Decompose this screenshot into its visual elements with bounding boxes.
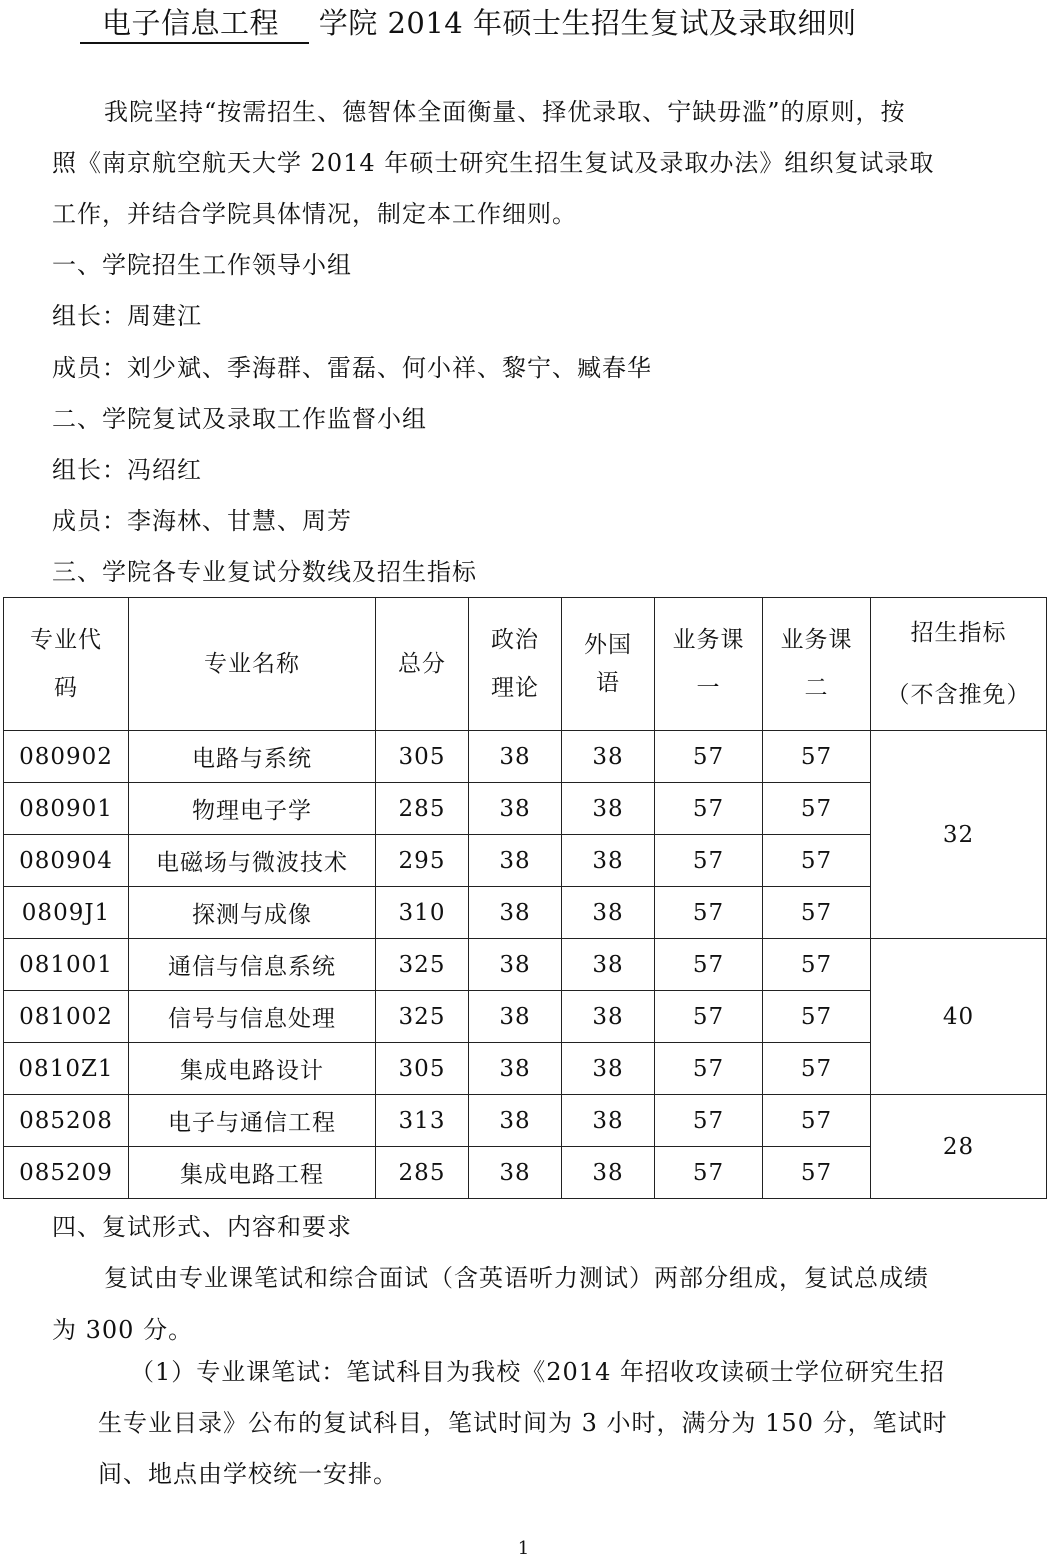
cell-total: 310	[376, 887, 469, 939]
header-total: 总分	[376, 598, 469, 731]
header-politics-line-1: 政治	[491, 627, 539, 653]
header-politics-line-2: 理论	[491, 675, 539, 701]
cell-course1: 57	[655, 887, 763, 939]
page-title	[80, 2, 980, 44]
cell-course2: 57	[763, 887, 871, 939]
cell-course2: 57	[763, 1147, 871, 1199]
cell-foreign: 38	[562, 1095, 655, 1147]
section1-heading: 一、学院招生工作领导小组	[52, 251, 352, 279]
cell-politics: 38	[469, 991, 562, 1043]
cell-course2: 57	[763, 1095, 871, 1147]
section4-heading: 四、复试形式、内容和要求	[52, 1213, 352, 1241]
cell-course1: 57	[655, 731, 763, 783]
section1-leader: 组长：周建江	[52, 302, 202, 330]
cell-name: 集成电路设计	[129, 1043, 376, 1095]
cell-total: 285	[376, 1147, 469, 1199]
cell-total: 313	[376, 1095, 469, 1147]
cell-code: 081002	[4, 991, 129, 1043]
section1-members: 成员：刘少斌、季海群、雷磊、何小祥、黎宁、臧春华	[52, 354, 652, 382]
cell-course1: 57	[655, 835, 763, 887]
cell-code: 085208	[4, 1095, 129, 1147]
cell-foreign: 38	[562, 1147, 655, 1199]
cell-course1: 57	[655, 1147, 763, 1199]
intro-line-3: 工作，并结合学院具体情况，制定本工作细则。	[52, 200, 577, 228]
header-code	[4, 598, 129, 731]
cell-politics: 38	[469, 731, 562, 783]
cell-total: 295	[376, 835, 469, 887]
section4-para2-line-3: 间、地点由学校统一安排。	[98, 1460, 398, 1488]
section2-leader: 组长：冯绍红	[52, 456, 202, 484]
cell-foreign: 38	[562, 1043, 655, 1095]
cell-foreign: 38	[562, 991, 655, 1043]
cell-course2: 57	[763, 1043, 871, 1095]
cell-course1: 57	[655, 783, 763, 835]
header-course2	[763, 598, 871, 731]
header-course1-line-2: 一	[696, 675, 721, 701]
cell-course1: 57	[655, 991, 763, 1043]
cell-foreign: 38	[562, 783, 655, 835]
cell-course1: 57	[655, 1095, 763, 1147]
cell-total: 305	[376, 731, 469, 783]
header-course2-line-1: 业务课	[780, 627, 853, 653]
cell-politics: 38	[469, 939, 562, 991]
cell-code: 0809J1	[4, 887, 129, 939]
title-rest: 学院 2014 年硕士生招生复试及录取细则	[318, 6, 857, 40]
cell-course2: 57	[763, 991, 871, 1043]
table-header-row	[4, 598, 1047, 731]
cell-quota-group-3: 28	[871, 1095, 1047, 1199]
cell-total: 285	[376, 783, 469, 835]
header-politics	[469, 598, 562, 731]
cell-politics: 38	[469, 887, 562, 939]
cell-course1: 57	[655, 939, 763, 991]
cell-foreign: 38	[562, 731, 655, 783]
section2-heading: 二、学院复试及录取工作监督小组	[52, 405, 427, 433]
section4-para2-line-1: （1）专业课笔试：笔试科目为我校《2014 年招收攻读硕士学位研究生招	[130, 1358, 945, 1386]
cell-code: 080904	[4, 835, 129, 887]
section4-para2-line-2: 生专业目录》公布的复试科目，笔试时间为 3 小时，满分为 150 分，笔试时	[98, 1409, 948, 1437]
table-row	[4, 731, 1047, 783]
header-name: 专业名称	[129, 598, 376, 731]
header-course1-line-1: 业务课	[672, 627, 745, 653]
score-table	[3, 597, 1047, 1199]
header-foreign-line-2: 语	[596, 670, 620, 696]
cell-foreign: 38	[562, 939, 655, 991]
header-course1	[655, 598, 763, 731]
cell-course2: 57	[763, 939, 871, 991]
cell-politics: 38	[469, 835, 562, 887]
header-quota	[871, 598, 1047, 731]
table-row	[4, 939, 1047, 991]
section2-members: 成员：李海林、甘慧、周芳	[52, 507, 352, 535]
college-name: 电子信息工程	[80, 4, 309, 44]
header-course2-line-2: 二	[804, 675, 829, 701]
intro-line-1: 我院坚持“按需招生、德智体全面衡量、择优录取、宁缺毋滥”的原则，按	[104, 98, 906, 126]
cell-code: 080902	[4, 731, 129, 783]
section3-heading: 三、学院各专业复试分数线及招生指标	[52, 558, 477, 586]
cell-total: 325	[376, 939, 469, 991]
cell-politics: 38	[469, 783, 562, 835]
cell-code: 080901	[4, 783, 129, 835]
cell-code: 0810Z1	[4, 1043, 129, 1095]
section4-para1-line-1: 复试由专业课笔试和综合面试（含英语听力测试）两部分组成，复试总成绩	[104, 1264, 929, 1292]
cell-foreign: 38	[562, 887, 655, 939]
header-code-line-1: 专业代	[30, 627, 102, 653]
header-quota-line-2: （不含推免）	[886, 682, 1031, 708]
table-row	[4, 1095, 1047, 1147]
cell-name: 电路与系统	[129, 731, 376, 783]
cell-course2: 57	[763, 783, 871, 835]
cell-course1: 57	[655, 1043, 763, 1095]
cell-name: 通信与信息系统	[129, 939, 376, 991]
cell-course2: 57	[763, 731, 871, 783]
cell-name: 信号与信息处理	[129, 991, 376, 1043]
section4-para1-line-2: 为 300 分。	[52, 1316, 194, 1344]
cell-quota-group-2: 40	[871, 939, 1047, 1095]
header-quota-line-1: 招生指标	[910, 620, 1007, 646]
page-number: 1	[517, 1538, 530, 1559]
cell-politics: 38	[469, 1095, 562, 1147]
cell-politics: 38	[469, 1043, 562, 1095]
cell-name: 电子与通信工程	[129, 1095, 376, 1147]
header-code-line-2: 码	[54, 675, 78, 701]
cell-name: 电磁场与微波技术	[129, 835, 376, 887]
cell-foreign: 38	[562, 835, 655, 887]
cell-total: 305	[376, 1043, 469, 1095]
cell-name: 集成电路工程	[129, 1147, 376, 1199]
cell-course2: 57	[763, 835, 871, 887]
header-foreign-line-1: 外国	[584, 632, 632, 658]
cell-politics: 38	[469, 1147, 562, 1199]
header-foreign	[562, 598, 655, 731]
cell-name: 物理电子学	[129, 783, 376, 835]
cell-code: 081001	[4, 939, 129, 991]
intro-line-2: 照《南京航空航天大学 2014 年硕士研究生招生复试及录取办法》组织复试录取	[52, 149, 935, 177]
cell-quota-group-1: 32	[871, 731, 1047, 939]
cell-total: 325	[376, 991, 469, 1043]
cell-name: 探测与成像	[129, 887, 376, 939]
cell-code: 085209	[4, 1147, 129, 1199]
